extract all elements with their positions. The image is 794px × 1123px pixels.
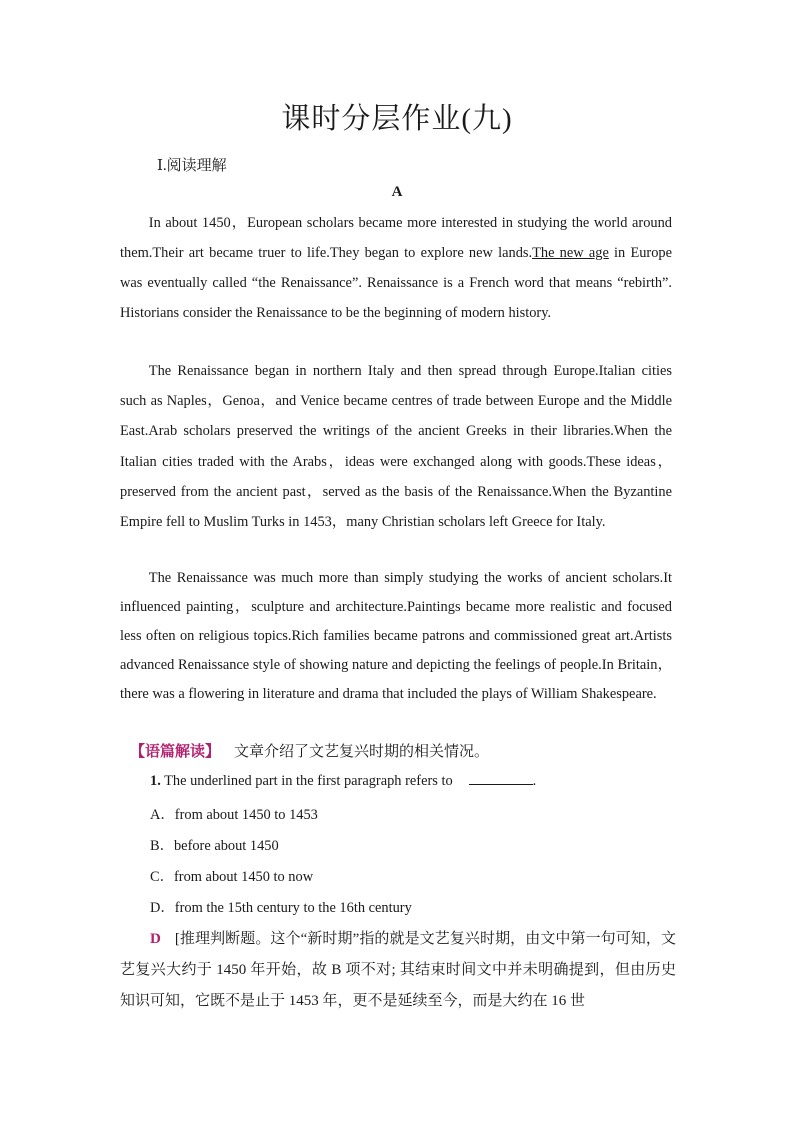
option-c: C．from about 1450 to now <box>150 869 314 885</box>
answer-blank <box>469 772 533 785</box>
passage-summary <box>130 740 489 761</box>
explanation-text: [推理判断题。这个“新时期”指的就是文艺复兴时期，由文中第一句可知，文艺复兴大约于 1450 年开始，故 B 项不对; 其结束时间文中并未明确提到，但由历史知识可知，它既不是止于 1453 年，更不是延续至今，而是大约在 16 世 <box>120 931 676 1009</box>
paragraph-2 <box>120 356 672 537</box>
page-title: 课时分层作业(九) <box>281 103 513 135</box>
paragraph-1 <box>120 208 672 328</box>
question-text: The underlined part in the first paragraph refers to <box>164 773 453 789</box>
underlined-phrase: The new age <box>532 245 609 261</box>
passage-label: A <box>391 184 403 200</box>
summary-text: 文章介绍了文艺复兴时期的相关情况。 <box>234 744 490 760</box>
summary-tag: 【语篇解读】 <box>130 744 221 760</box>
paragraph-3-text: The Renaissance was much more than simply studying the works of ancient scholars.It influenced painting，sculpture and architecture.Paintings became more realistic and focused less often on religious topics.Rich families became patrons and commissioned great art.Artists advanced Renaissance style of showing nature and depicting the feelings of people.In Britain，there was a flowering in literature and drama that included the plays of William Shakespeare. <box>120 570 672 702</box>
option-a: A．from about 1450 to 1453 <box>150 807 318 823</box>
question-number: 1. <box>150 773 161 789</box>
option-b: B．before about 1450 <box>150 838 279 854</box>
paragraph-1-text-before: In about 1450，European scholars became more interested in studying the world around them.Their art became truer to life.They began to explore new lands. <box>120 215 672 261</box>
answer-explanation <box>120 924 676 1017</box>
paragraph-3 <box>120 564 672 709</box>
question-1-stem <box>150 772 536 790</box>
paragraph-1-text-after: in Europe was eventually called “the Renaissance”. Renaissance is a French word that means “rebirth”. Historians consider the Renaissance to be the beginning of modern history. <box>120 245 672 321</box>
section-heading: Ⅰ.阅读理解 <box>157 158 227 174</box>
paragraph-2-text: The Renaissance began in northern Italy and then spread through Europe.Italian cities such as Naples，Genoa，and Venice became centres of trade between Europe and the Middle East.Arab scholars preserved the writings of the ancient Greeks in their libraries.When the Italian cities traded with the Arabs，ideas were exchanged along with goods.These ideas，preserved from the ancient past，served as the basis of the Renaissance.When the Byzantine Empire fell to Muslim Turks in 1453，many Christian scholars left Greece for Italy. <box>120 363 672 531</box>
question-end-mark: . <box>532 773 537 789</box>
option-d: D．from the 15th century to the 16th century <box>150 900 412 916</box>
answer-letter: D <box>150 931 161 947</box>
